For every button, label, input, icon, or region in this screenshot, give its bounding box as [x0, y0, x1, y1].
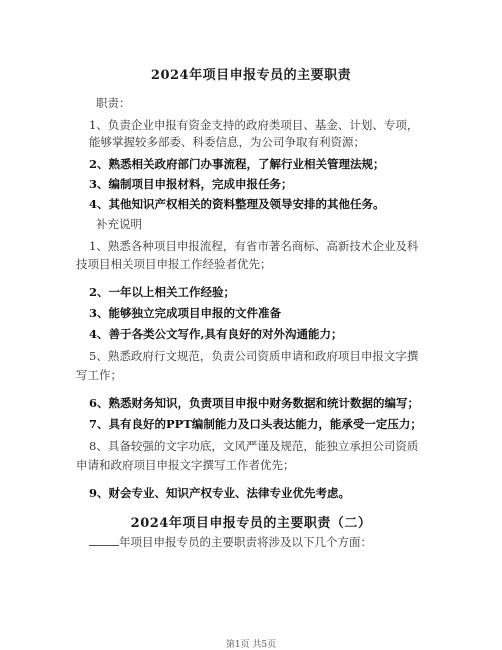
intro-second — [89, 535, 429, 550]
duty-item-1-line1: 1、负责企业申报有资金支持的政府类项目、基金、计划、专项， — [89, 118, 419, 132]
supplement-item-1-line1: 1、熟悉各种项目申报流程，有省市著名商标、高新技术企业及科 — [89, 239, 419, 253]
intro-second-text: 年项目申报专员的主要职责将涉及以下几个方面： — [119, 535, 372, 549]
section-heading-duties: 职责： — [96, 96, 131, 110]
supplement-item-5-line2: 写工作； — [76, 368, 122, 382]
duty-item-4: 4、其他知识产权相关的资料整理及领导安排的其他任务。 — [89, 197, 385, 211]
section-title-second: 2024年项目申报专员的主要职责（二） — [130, 516, 372, 531]
fill-blank-line — [89, 535, 119, 546]
duty-item-2: 2、熟悉相关政府部门办事流程，了解行业相关管理法规； — [89, 157, 385, 171]
page-footer: 第1页 共5页 — [225, 640, 277, 650]
section-heading-supplement: 补充说明 — [96, 217, 142, 231]
supplement-item-8-line2: 申请和政府项目申报文字撰写工作者优先； — [76, 458, 295, 472]
supplement-item-3: 3、能够独立完成项目申报的文件准备 — [89, 306, 281, 320]
duty-item-3: 3、编制项目申报材料，完成申报任务； — [89, 177, 293, 191]
supplement-item-7: 7、具有良好的PPT编制能力及口头表达能力，能承受一定压力； — [89, 417, 422, 431]
duty-item-1-line2: 能够掌握较多部委、科委信息，为公司争取有利资源； — [89, 135, 365, 149]
supplement-item-5-line1: 5、熟悉政府行文规范，负责公司资质申请和政府项目申报文字撰 — [89, 349, 419, 363]
supplement-item-4: 4、善于各类公文写作,具有良好的对外沟通能力； — [89, 327, 343, 341]
supplement-item-6: 6、熟悉财务知识，负责项目申报中财务数据和统计数据的编写； — [89, 396, 419, 410]
supplement-item-1-line2: 技项目相关项目申报工作经验者优先； — [76, 257, 272, 271]
supplement-item-2: 2、一年以上相关工作经验； — [89, 285, 236, 299]
supplement-item-9: 9、财会专业、知识产权专业、法律专业优先考虑。 — [89, 486, 350, 500]
supplement-item-8-line1: 8、具备较强的文字功底，文风严谨及规范，能独立承担公司资质 — [89, 439, 419, 453]
page-title: 2024年项目申报专员的主要职责 — [150, 68, 352, 83]
